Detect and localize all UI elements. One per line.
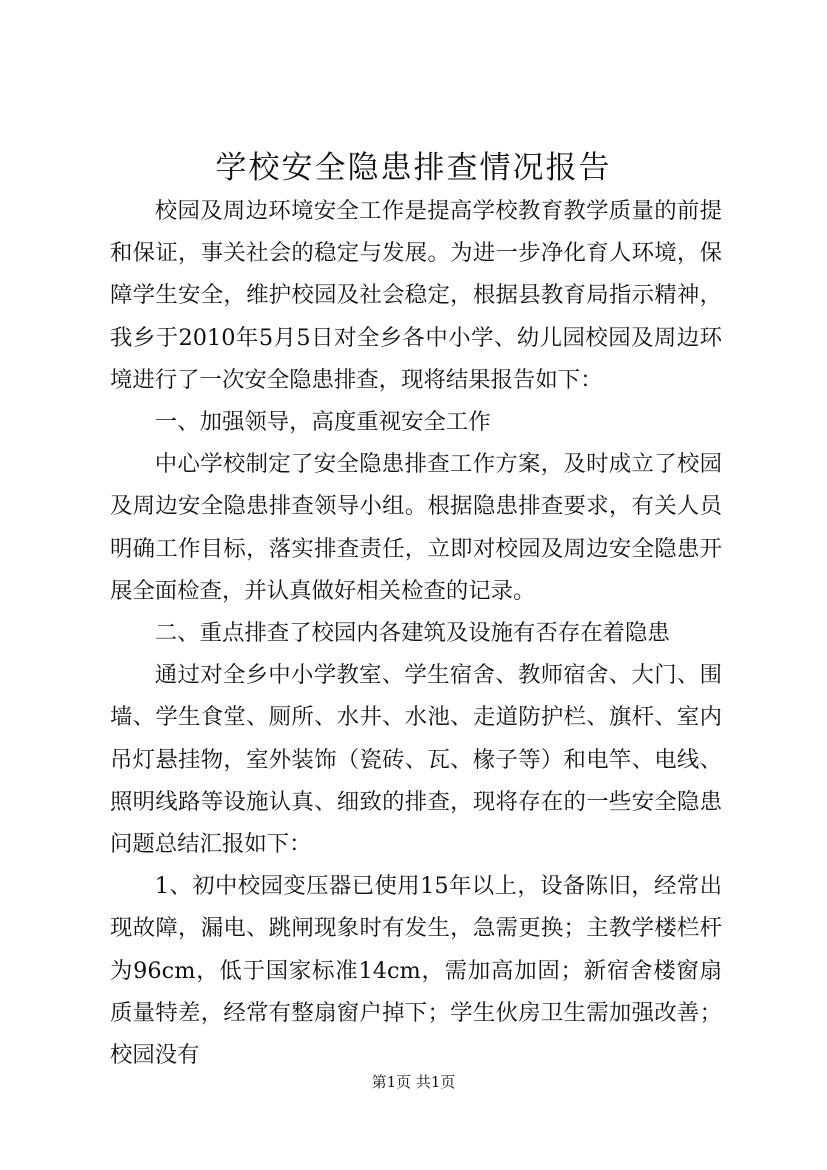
document-title: 学校安全隐患排查情况报告 — [215, 150, 612, 186]
document-body — [110, 190, 722, 1076]
section-heading-1: 一、加强领导，高度重视安全工作 — [154, 409, 491, 436]
paragraph-intro: 校园及周边环境安全工作是提高学校教育教学质量的前提和保证，事关社会的稳定与发展。为进一步净化育人环境，保障学生安全，维护校园及社会稳定，根据县教育局指示精神，我乡于2010年5月5日对全乡各中小学、幼儿园校园及周边环境进行了一次安全隐患排查，现将结果报告如下： — [110, 198, 722, 393]
paragraph-section-1: 中心学校制定了安全隐患排查工作方案，及时成立了校园及周边安全隐患排查领导小组。根据隐患排查要求，有关人员明确工作目标，落实排查责任，立即对校园及周边安全隐患开展全面检查，并认真做好相关检查的记录。 — [110, 451, 722, 604]
paragraph-item-1: 1、初中校园变压器已使用15年以上，设备陈旧，经常出现故障，漏电、跳闸现象时有发生，急需更换；主教学楼栏杆为96cm，低于国家标准14cm，需加高加固；新宿舍楼窗扇质量特差，经常有整扇窗户掉下；学生伙房卫生需加强改善；校园没有 — [110, 873, 722, 1069]
paragraph-section-2: 通过对全乡中小学教室、学生宿舍、教师宿舍、大门、围墙、学生食堂、厕所、水井、水池、走道防护栏、旗杆、室内吊灯悬挂物，室外装饰（瓷砖、瓦、椽子等）和电竿、电线、照明线路等设施认真、细致的排查，现将存在的一些安全隐患问题总结汇报如下： — [110, 662, 722, 858]
page-footer: 第1页 共1页 — [371, 1073, 456, 1091]
section-heading-2: 二、重点排查了校园内各建筑及设施有否存在着隐患 — [154, 620, 670, 647]
